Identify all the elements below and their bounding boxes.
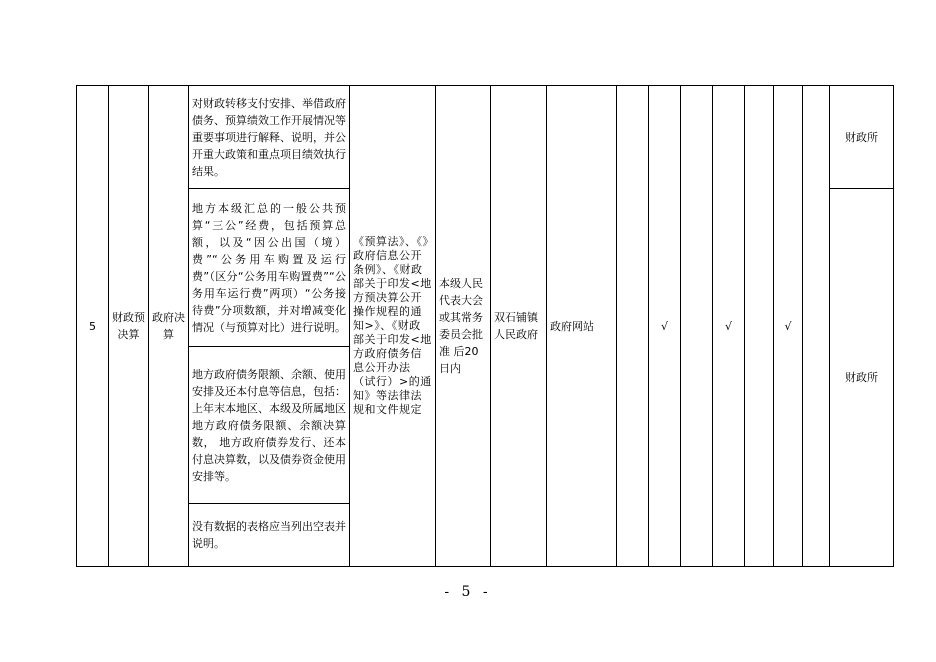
row-number: 5 bbox=[77, 86, 109, 567]
item-content-cell: 地方政府债务限额、余额、使用安排及还本付息等信息，包括：上年末本地区、本级及所属地区地方政府债务限额、余额决算数， 地方政府债券发行、还本付息决算数，以及债券资金使用安排等。 bbox=[189, 347, 350, 504]
check-cell bbox=[617, 86, 649, 567]
department-cell: 财政所 bbox=[830, 189, 894, 567]
item-content-cell: 地方本级汇总的一般公共预算“三公”经费，包括预算总额，以及“因公出国（境）费”“公务用车购置及运行费”（区分“公务用车购置费”“公务用车运行费”两项）“公务接待费”分项数额，并对增减变化情况（与预算对比）进行说明。 bbox=[189, 189, 350, 347]
check-cell bbox=[745, 86, 774, 567]
check-cell bbox=[803, 86, 830, 567]
check-cell: √ bbox=[649, 86, 681, 567]
item-content-cell: 没有数据的表格应当列出空表并说明。 bbox=[189, 504, 350, 567]
disclosure-table bbox=[76, 85, 894, 567]
table-row bbox=[77, 86, 894, 189]
check-cell bbox=[681, 86, 713, 567]
channel-cell: 政府网站 bbox=[547, 86, 617, 567]
subject-cell: 双石铺镇人民政府 bbox=[491, 86, 547, 567]
item-content-cell: 对财政转移支付安排、举借政府债务、预算绩效工作开展情况等重要事项进行解释、说明，并公开重大政策和重点项目绩效执行结果。 bbox=[189, 86, 350, 189]
time-limit-cell: 本级人民代表大会或其常务委员会批准 后20日内 bbox=[436, 86, 491, 567]
page-number: - 5 - bbox=[444, 584, 492, 600]
subcategory-cell: 政府决算 bbox=[149, 86, 189, 567]
category-cell: 财政预决算 bbox=[109, 86, 149, 567]
basis-cell: 《预算法》、《》政府信息公开条例》、《财政部关于印发<地方预决算公开操作规程的通知>》、《财政部关于印发<地方政府债务信息公开办法（试行）>的通知》等法律法规和文件规定 bbox=[350, 86, 436, 567]
department-cell: 财政所 bbox=[830, 86, 894, 189]
check-cell: √ bbox=[713, 86, 745, 567]
check-cell: √ bbox=[774, 86, 803, 567]
